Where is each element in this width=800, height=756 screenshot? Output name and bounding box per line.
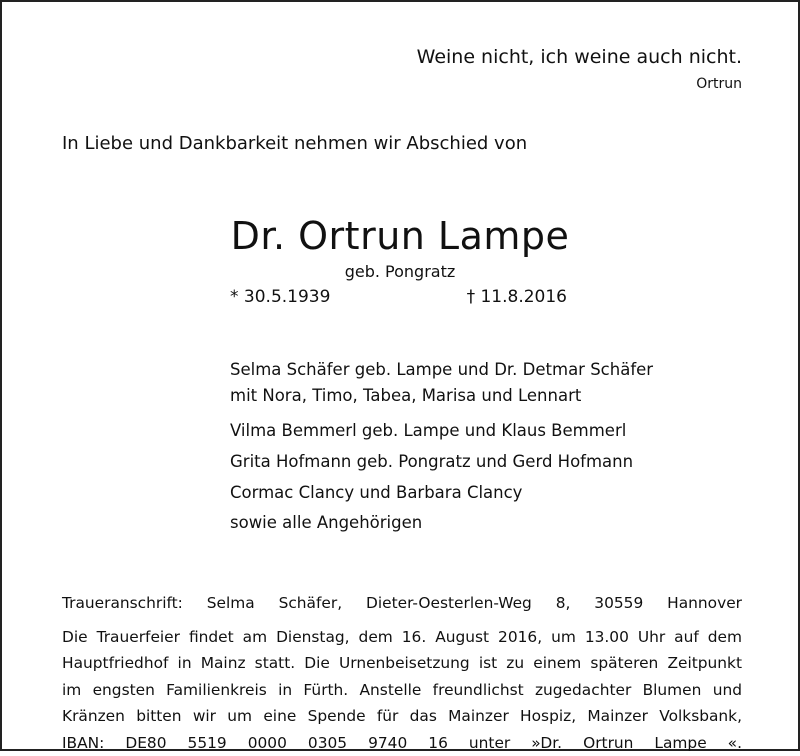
mourner-line: Vilma Bemmerl geb. Lampe und Klaus Bemmerl	[230, 421, 627, 440]
mourner-line: Grita Hofmann geb. Pongratz und Gerd Hofmann	[230, 452, 634, 471]
mourner-line: mit Nora, Timo, Tabea, Marisa und Lennart	[230, 386, 582, 405]
mourner-line: Cormac Clancy und Barbara Clancy	[230, 483, 523, 502]
intro-text: In Liebe und Dankbarkeit nehmen wir Abschied von	[62, 133, 528, 154]
death-date: † 11.8.2016	[466, 287, 567, 307]
details-line: Die Trauerfeier findet am Dienstag, dem 16. August 2016, um 13.00 Uhr auf dem	[62, 628, 742, 646]
epigraph-author: Ortrun	[696, 76, 742, 92]
mourner-line: Selma Schäfer geb. Lampe und Dr. Detmar Schäfer	[230, 360, 654, 379]
epigraph-quote: Weine nicht, ich weine auch nicht.	[416, 46, 742, 68]
mourner-line: sowie alle Angehörigen	[230, 513, 423, 532]
deceased-name: Dr. Ortrun Lampe	[230, 214, 570, 258]
details-line: Hauptfriedhof in Mainz statt. Die Urnenbeisetzung ist zu einem späteren Zeitpunkt	[62, 654, 742, 673]
address-line: Traueranschrift: Selma Schäfer, Dieter-Oesterlen-Weg 8, 30559 Hannover	[62, 594, 742, 612]
details-line: im engsten Familienkreis in Fürth. Anstelle freundlichst zugedachter Blumen und	[62, 680, 742, 699]
mourning-address	[62, 590, 742, 616]
birth-date: * 30.5.1939	[230, 287, 331, 307]
details-line: IBAN: DE80 5519 0000 0305 9740 16 unter »Dr. Ortrun Lampe «.	[62, 733, 742, 752]
ceremony-details	[62, 624, 742, 756]
details-line: Kränzen bitten wir um eine Spende für das Mainzer Hospiz, Mainzer Volksbank,	[62, 707, 742, 726]
maiden-name: geb. Pongratz	[344, 262, 456, 281]
